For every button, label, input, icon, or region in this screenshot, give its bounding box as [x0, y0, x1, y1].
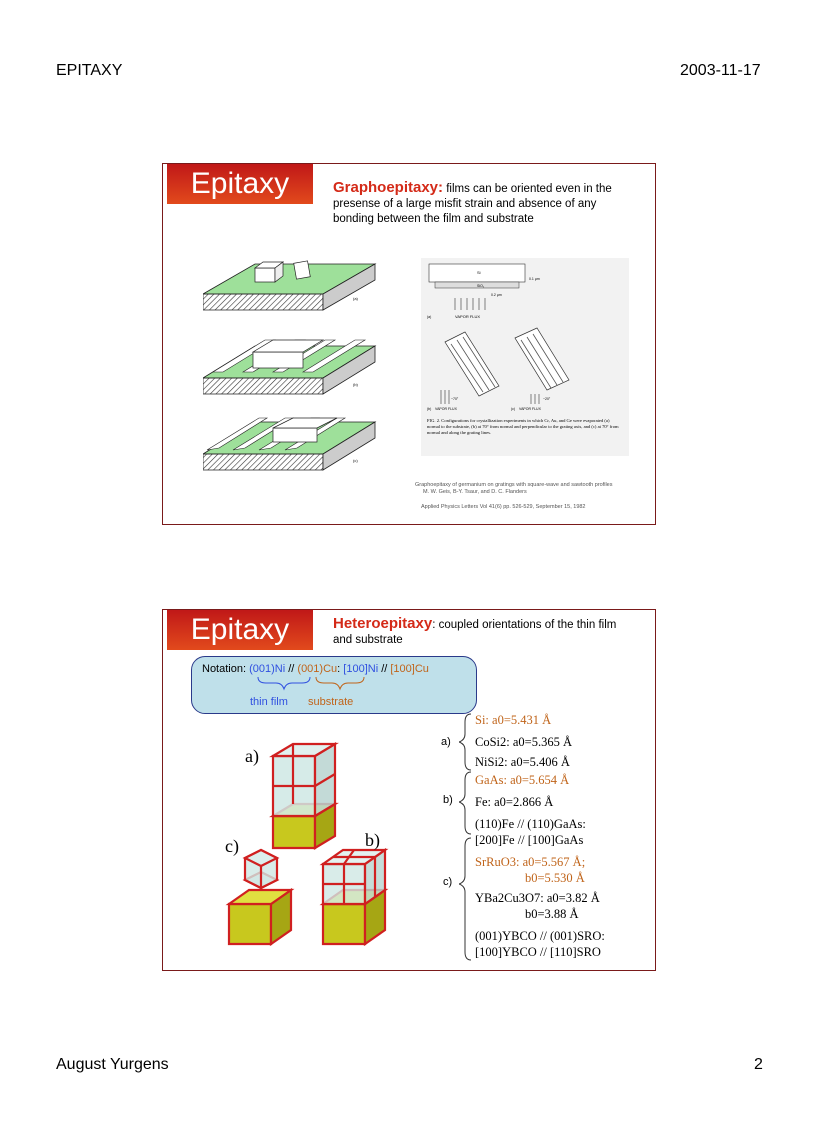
si-label: Si [477, 270, 481, 275]
slide-graphoepitaxy [162, 163, 656, 525]
notation-braces [252, 675, 372, 695]
group-label-c: c) [443, 876, 453, 888]
notation-cu: (001)Cu [297, 663, 338, 675]
lab-c: (c) [511, 407, 516, 411]
fig-label-b: (b) [353, 382, 358, 387]
heading-text: films can be oriented even in the presense of a large misfit strain and absence of any bonding between the film and substrate [333, 183, 612, 225]
dim2-label: 0.2 μm [491, 293, 502, 297]
footer-author: August Yurgens [56, 1056, 169, 1073]
notation-sep1: // [285, 663, 298, 675]
notation-colon: : [337, 663, 344, 675]
heading-bold: Heteroepitaxy [333, 615, 433, 632]
heading-bold: Graphoepitaxy: [333, 179, 444, 196]
slide-heteroepitaxy [162, 609, 656, 971]
slide-heading [333, 616, 625, 648]
sio2-label: SiO₂ [477, 284, 485, 288]
lab-b: (b) [427, 407, 432, 411]
notation-sep2: // [378, 663, 391, 675]
configuration-figure [421, 258, 629, 456]
group-label-a: a) [441, 736, 451, 748]
cube-label-c: c) [225, 836, 239, 856]
notation-ni-dir: [100]Ni [343, 663, 379, 675]
notation-box [191, 656, 477, 714]
prop-fe-gaas-dir: [200]Fe // [100]GaAs [475, 833, 584, 847]
notation-prefix: Notation: [202, 663, 250, 675]
cube-label-b: b) [365, 830, 380, 850]
vapor-flux-a: VAPOR FLUX [455, 314, 481, 319]
prop-ybco-sro-plane: (001)YBCO // (001)SRO: [475, 929, 605, 943]
angle-b: ~70° [451, 397, 459, 401]
credit-authors: M. W. Geis, B-Y. Tsaur, and D. C. Flanders [423, 489, 527, 495]
prop-si: Si: a0=5.431 Å [475, 713, 552, 727]
fig-label-a: (a) [353, 296, 358, 301]
header-left: EPITAXY [56, 62, 123, 79]
prop-nisi2: NiSi2: a0=5.406 Å [475, 755, 570, 769]
heading-text: : coupled orientations of the thin film and substrate [333, 619, 617, 646]
credit-title: Graphoepitaxy of germanium on gratings with square-wave and sawtooth profiles [415, 482, 613, 488]
prop-cosi2: CoSi2: a0=5.365 Å [475, 735, 572, 749]
prop-fe: Fe: a0=2.866 Å [475, 795, 554, 809]
slide-title: Epitaxy [190, 167, 290, 200]
credit-journal: Applied Physics Letters Vol 41(6) pp. 526-529, September 15, 1982 [421, 504, 586, 510]
vapor-flux-c: VAPOR FLUX [519, 407, 541, 411]
vapor-flux-b: VAPOR FLUX [435, 407, 457, 411]
grating-diagrams [203, 248, 387, 476]
prop-gaas: GaAs: a0=5.654 Å [475, 773, 570, 787]
slide-heading [333, 180, 625, 227]
prop-ybco-sro-dir: [100]YBCO // [110]SRO [475, 945, 601, 959]
angle-c: ~20° [543, 397, 551, 401]
page-number: 2 [754, 1056, 763, 1073]
group-braces [459, 712, 475, 968]
notation-cu-dir: [100]Cu [390, 663, 429, 675]
slide-title: Epitaxy [190, 613, 290, 646]
lab-a: (a) [427, 315, 432, 319]
prop-fe-gaas-plane: (110)Fe // (110)GaAs: [475, 817, 586, 831]
prop-ybco-a: YBa2Cu3O7: a0=3.82 Å [475, 891, 600, 905]
thin-film-label: thin film [250, 696, 288, 708]
prop-ybco-b: b0=3.88 Å [525, 907, 579, 921]
notation-ni: (001)Ni [249, 663, 286, 675]
group-label-b: b) [443, 794, 453, 806]
figure-caption: FIG. 2. Configurations for crystallization experiments in which Cr, Au, and Ge were evaporated (a) normal to the substrate, (b) at 70° from normal and perpendicular to the grating axis, and (c) at 70° from normal and along the grating lines. [427, 418, 619, 435]
fig-label-c: (c) [353, 458, 358, 463]
cube-label-a: a) [245, 746, 259, 766]
substrate-label: substrate [308, 696, 354, 708]
prop-sro-b: b0=5.530 Å [525, 871, 585, 885]
header-date: 2003-11-17 [680, 62, 761, 79]
prop-sro-a: SrRuO3: a0=5.567 Å; [475, 855, 586, 869]
dim1-label: 0.1 μm [529, 277, 540, 281]
notation-line [202, 663, 429, 675]
